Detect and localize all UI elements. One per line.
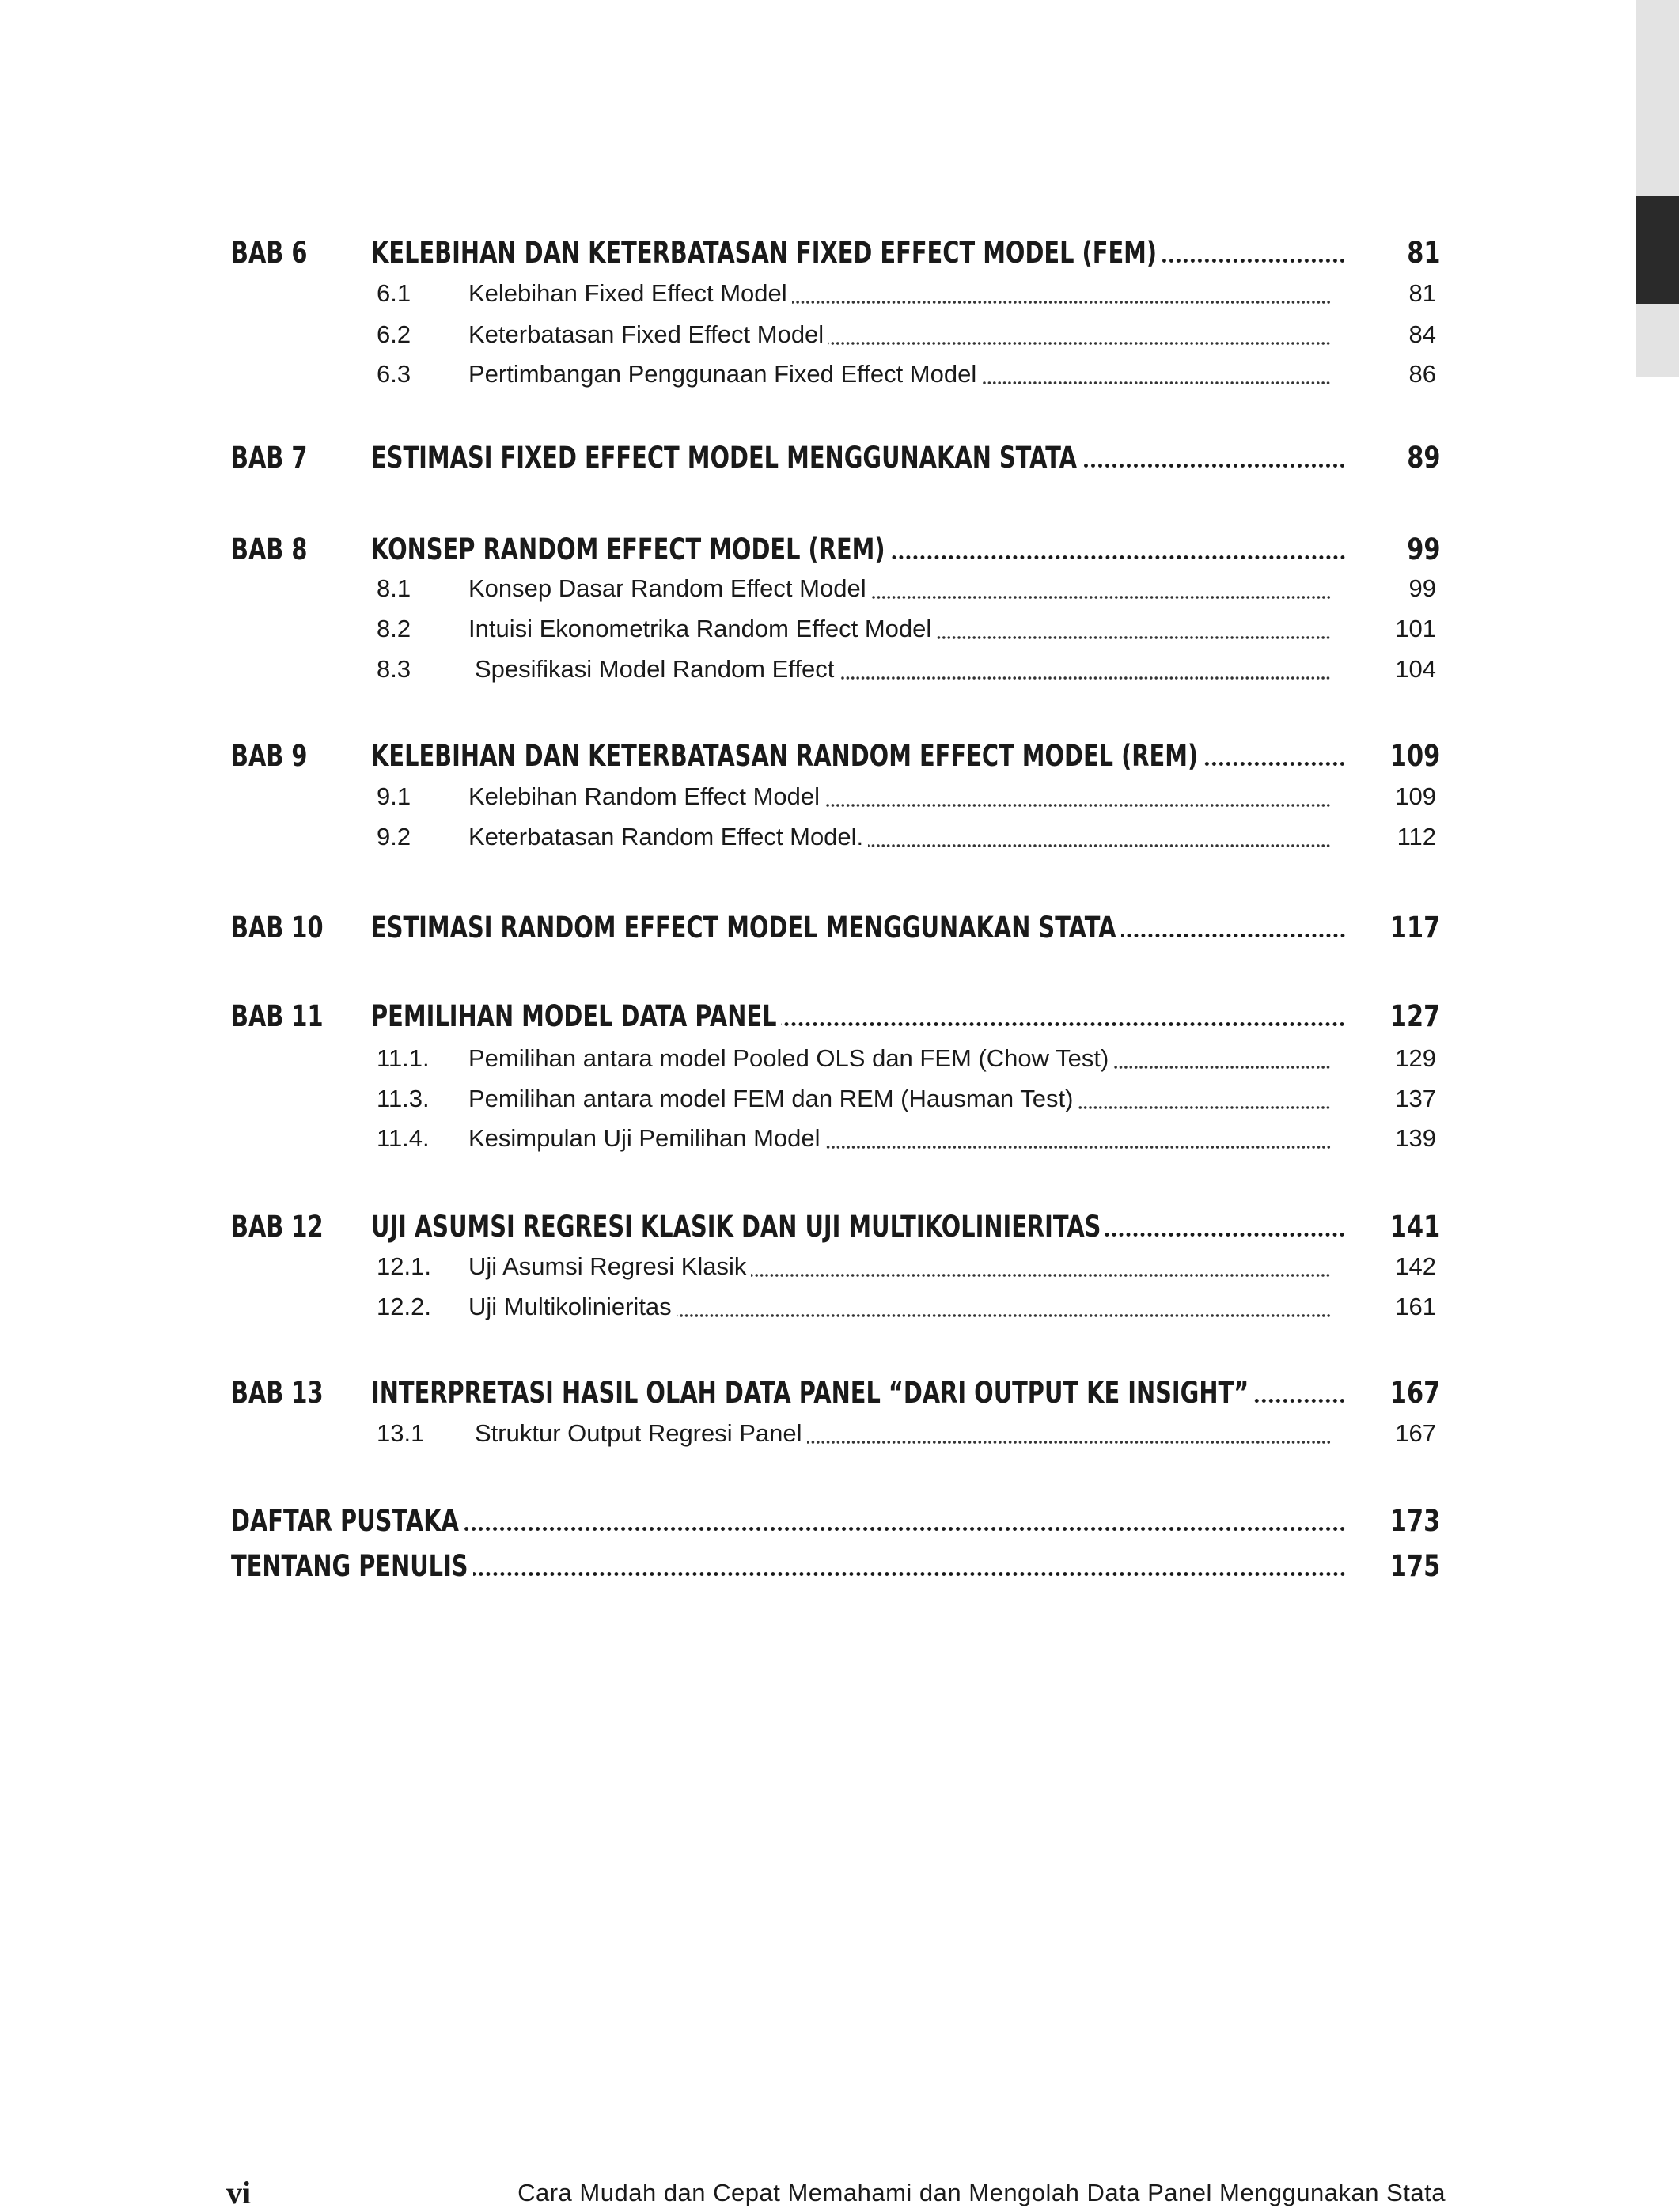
page-number: 99: [1406, 532, 1440, 566]
page-number: 81: [1408, 279, 1436, 307]
chapter-title: KONSEP RANDOM EFFECT MODEL (REM): [371, 532, 885, 566]
section-number: 11.3.: [377, 1085, 430, 1112]
page-number: 173: [1389, 1504, 1440, 1538]
dot-leader: [1078, 1106, 1331, 1109]
page-number: 109: [1395, 782, 1436, 810]
dot-leader: [981, 381, 1331, 384]
chapter-title: PEMILIHAN MODEL DATA PANEL: [371, 999, 777, 1033]
dot-leader: [751, 1274, 1331, 1277]
dot-leader: [781, 1022, 1346, 1026]
section-title: Struktur Output Regresi Panel: [475, 1419, 802, 1447]
toc-chapter: [0, 436, 1679, 480]
section-title: Pemilihan antara model FEM dan REM (Hausman Test): [468, 1085, 1074, 1112]
page-number: 161: [1395, 1293, 1436, 1320]
page-number: 139: [1395, 1124, 1436, 1152]
section-number: 12.1.: [377, 1252, 431, 1280]
dot-leader: [473, 1572, 1346, 1576]
dot-leader: [1203, 762, 1346, 766]
section-number: 9.1: [377, 782, 411, 810]
page-number: 167: [1395, 1419, 1436, 1447]
page-number: 99: [1408, 574, 1436, 602]
page-number: 81: [1406, 236, 1440, 270]
toc-section: [0, 775, 1679, 819]
chapter-number: BAB 10: [231, 911, 324, 945]
page-number: 86: [1408, 360, 1436, 388]
toc-chapter: [0, 734, 1679, 778]
dot-leader: [936, 636, 1331, 639]
footer-book-title: Cara Mudah dan Cepat Memahami dan Mengolah Data Panel Menggunakan Stata: [517, 2179, 1446, 2206]
toc-chapter: [0, 1371, 1679, 1415]
page-number: 84: [1408, 320, 1436, 348]
toc-chapter: [0, 231, 1679, 275]
toc-section: [0, 1411, 1679, 1456]
section-number: 11.4.: [377, 1124, 430, 1152]
toc-section: [0, 1036, 1679, 1081]
toc-chapter: [0, 906, 1679, 950]
dot-leader: [824, 804, 1331, 807]
dot-leader: [807, 1441, 1331, 1444]
page-number: 167: [1389, 1376, 1440, 1410]
chapter-title: KELEBIHAN DAN KETERBATASAN FIXED EFFECT MODEL (FEM): [371, 236, 1158, 270]
section-number: 8.1: [377, 574, 411, 602]
chapter-number: BAB 11: [231, 999, 324, 1033]
section-number: 8.2: [377, 615, 411, 642]
page-number: 129: [1395, 1044, 1436, 1072]
toc-chapter: [0, 1499, 1679, 1543]
dot-leader: [792, 301, 1331, 304]
dot-leader: [871, 596, 1331, 599]
toc-chapter: [0, 994, 1679, 1039]
section-number: 8.3: [377, 655, 411, 683]
toc-section: [0, 1244, 1679, 1289]
page-number: 117: [1389, 911, 1440, 945]
section-number: 6.3: [377, 360, 411, 388]
toc-section: [0, 352, 1679, 396]
section-title: Kesimpulan Uji Pemilihan Model: [468, 1124, 821, 1152]
toc-section: [0, 607, 1679, 651]
dot-leader: [868, 844, 1331, 847]
toc-section: [0, 312, 1679, 357]
dot-leader: [828, 342, 1331, 345]
toc-section: [0, 271, 1679, 316]
chapter-number: BAB 12: [231, 1210, 324, 1244]
toc-section: [0, 566, 1679, 611]
dot-leader: [825, 1146, 1331, 1149]
page-number: 141: [1389, 1210, 1440, 1244]
toc-section: [0, 647, 1679, 691]
toc-section: [0, 1077, 1679, 1121]
toc-section: [0, 1285, 1679, 1329]
dot-leader: [839, 676, 1331, 680]
section-title: Kelebihan Fixed Effect Model: [468, 279, 787, 307]
section-title: Uji Multikolinieritas: [468, 1293, 672, 1320]
dot-leader: [1082, 464, 1346, 468]
chapter-title: KELEBIHAN DAN KETERBATASAN RANDOM EFFECT MODEL (REM): [371, 739, 1199, 773]
chapter-title: ESTIMASI FIXED EFFECT MODEL MENGGUNAKAN STATA: [371, 441, 1078, 475]
chapter-title: DAFTAR PUSTAKA: [231, 1504, 459, 1538]
section-number: 11.1.: [377, 1044, 430, 1072]
page-number: 112: [1397, 823, 1436, 850]
page-number: 175: [1389, 1549, 1440, 1583]
section-title: Keterbatasan Random Effect Model.: [468, 823, 864, 850]
page-number: 137: [1395, 1085, 1436, 1112]
section-number: 9.2: [377, 823, 411, 850]
dot-leader: [1162, 259, 1346, 263]
dot-leader: [1253, 1399, 1346, 1403]
page-number: 101: [1395, 615, 1436, 642]
chapter-number: BAB 6: [231, 236, 308, 270]
section-title: Pemilihan antara model Pooled OLS dan FEM (Chow Test): [468, 1044, 1109, 1072]
section-title: Konsep Dasar Random Effect Model: [468, 574, 866, 602]
dot-leader: [464, 1527, 1346, 1531]
dot-leader: [1113, 1066, 1331, 1069]
dot-leader: [1105, 1233, 1346, 1237]
section-title: Pertimbangan Penggunaan Fixed Effect Model: [468, 360, 977, 388]
page-number: 89: [1406, 441, 1440, 475]
dot-leader: [890, 555, 1346, 559]
section-title: Uji Asumsi Regresi Klasik: [468, 1252, 747, 1280]
page-number: 127: [1389, 999, 1440, 1033]
section-number: 6.1: [377, 279, 411, 307]
section-title: Kelebihan Random Effect Model: [468, 782, 821, 810]
toc-chapter: [0, 1544, 1679, 1589]
footer-page-number: vi: [226, 2175, 252, 2210]
page-number: 104: [1395, 655, 1436, 683]
page-number: 142: [1395, 1252, 1436, 1280]
toc-chapter: [0, 1205, 1679, 1249]
chapter-title: INTERPRETASI HASIL OLAH DATA PANEL “DARI OUTPUT KE INSIGHT”: [371, 1376, 1249, 1410]
section-number: 12.2.: [377, 1293, 431, 1320]
chapter-number: BAB 7: [231, 441, 308, 475]
section-number: 6.2: [377, 320, 411, 348]
dot-leader: [677, 1314, 1331, 1317]
chapter-number: BAB 8: [231, 532, 308, 566]
chapter-title: UJI ASUMSI REGRESI KLASIK DAN UJI MULTIKOLINIERITAS: [371, 1210, 1101, 1244]
section-title: Intuisi Ekonometrika Random Effect Model: [468, 615, 932, 642]
chapter-title: TENTANG PENULIS: [231, 1549, 468, 1583]
dot-leader: [1121, 934, 1346, 937]
section-title: Spesifikasi Model Random Effect: [475, 655, 835, 683]
section-title: Keterbatasan Fixed Effect Model: [468, 320, 824, 348]
page-number: 109: [1389, 739, 1440, 773]
chapter-title: ESTIMASI RANDOM EFFECT MODEL MENGGUNAKAN STATA: [371, 911, 1116, 945]
toc-chapter: [0, 528, 1679, 572]
section-number: 13.1: [377, 1419, 425, 1447]
chapter-number: BAB 9: [231, 739, 308, 773]
toc-section: [0, 1116, 1679, 1161]
toc-section: [0, 815, 1679, 859]
chapter-number: BAB 13: [231, 1376, 324, 1410]
